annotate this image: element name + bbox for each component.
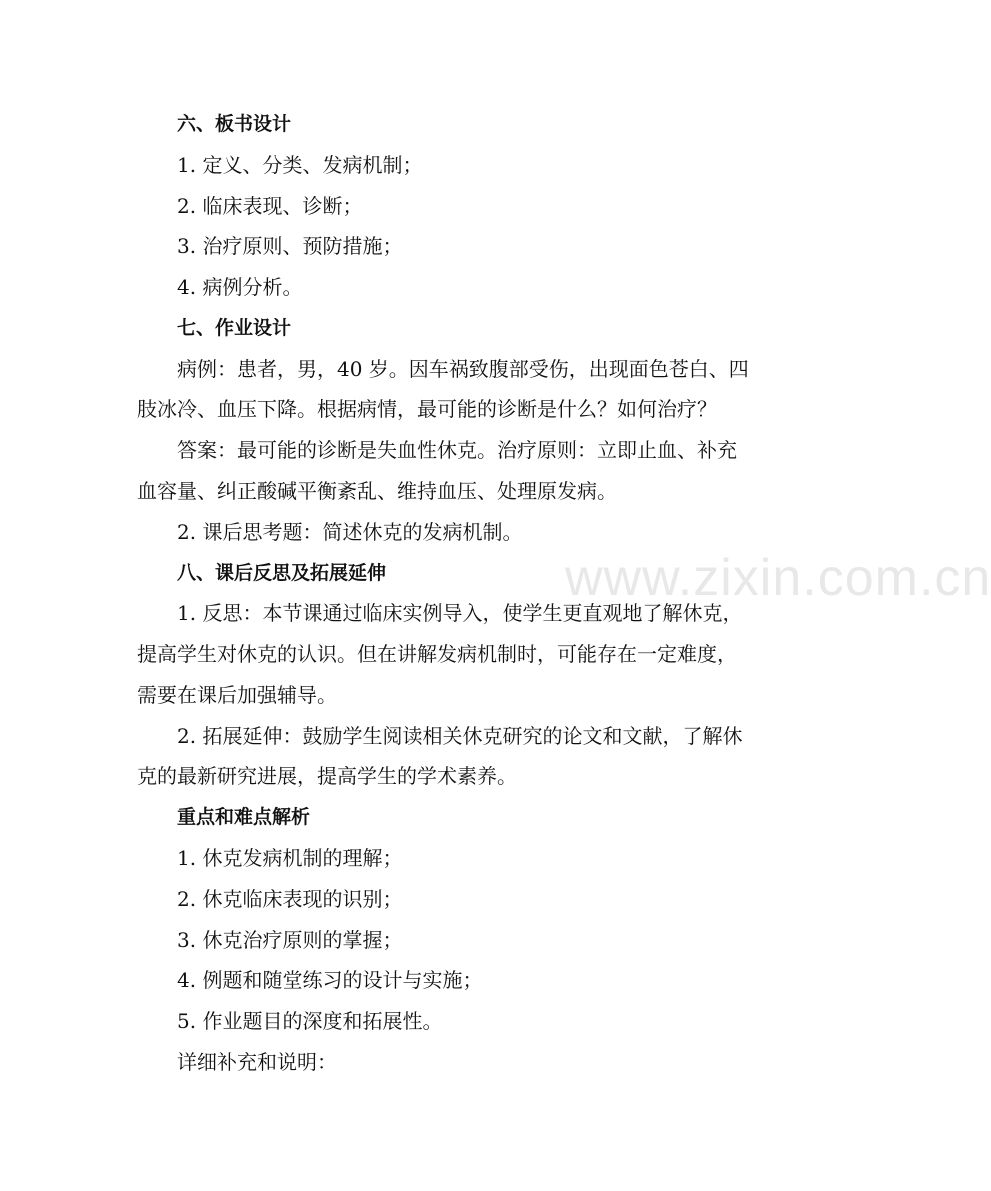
key-point-item-5: 5. 作业题目的深度和拓展性。	[177, 1009, 443, 1033]
homework-case-line-1: 病例：患者，男，40 岁。因车祸致腹部受伤，出现面色苍白、四	[177, 357, 749, 381]
section-heading-key-points: 重点和难点解析	[177, 806, 311, 828]
key-point-item-4: 4. 例题和随堂练习的设计与实施；	[177, 968, 483, 992]
reflection-item-2-line-1: 2. 拓展延伸：鼓励学生阅读相关休克研究的论文和文献，了解休	[177, 724, 743, 748]
key-point-item-1: 1. 休克发病机制的理解；	[177, 846, 403, 870]
watermark-text: www.zixin.com.cn	[565, 549, 991, 607]
key-point-item-2: 2. 休克临床表现的识别；	[177, 887, 403, 911]
reflection-item-1-line-3: 需要在课后加强辅导。	[137, 683, 337, 707]
homework-answer-line-2: 血容量、纠正酸碱平衡紊乱、维持血压、处理原发病。	[137, 479, 617, 503]
reflection-item-2-line-2: 克的最新研究进展，提高学生的学术素养。	[137, 764, 517, 788]
section-heading-board-design: 六、板书设计	[177, 113, 292, 135]
section-heading-homework-design: 七、作业设计	[177, 317, 292, 339]
homework-answer-line-1: 答案：最可能的诊断是失血性休克。治疗原则：立即止血、补充	[177, 438, 737, 462]
key-point-item-3: 3. 休克治疗原则的掌握；	[177, 928, 403, 952]
reflection-item-1-line-2: 提高学生对休克的认识。但在讲解发病机制时，可能存在一定难度，	[137, 642, 737, 666]
homework-question-2: 2. 课后思考题：简述休克的发病机制。	[177, 520, 523, 544]
board-design-item-1: 1. 定义、分类、发病机制；	[177, 153, 423, 177]
supplement-label: 详细补充和说明：	[177, 1050, 337, 1074]
reflection-item-1-line-1: 1. 反思：本节课通过临床实例导入，使学生更直观地了解休克，	[177, 601, 743, 625]
homework-case-line-2: 肢冰冷、血压下降。根据病情，最可能的诊断是什么？如何治疗？	[137, 397, 717, 421]
board-design-item-3: 3. 治疗原则、预防措施；	[177, 234, 403, 258]
board-design-item-4: 4. 病例分析。	[177, 275, 303, 299]
board-design-item-2: 2. 临床表现、诊断；	[177, 194, 363, 218]
section-heading-reflection: 八、课后反思及拓展延伸	[177, 562, 387, 584]
